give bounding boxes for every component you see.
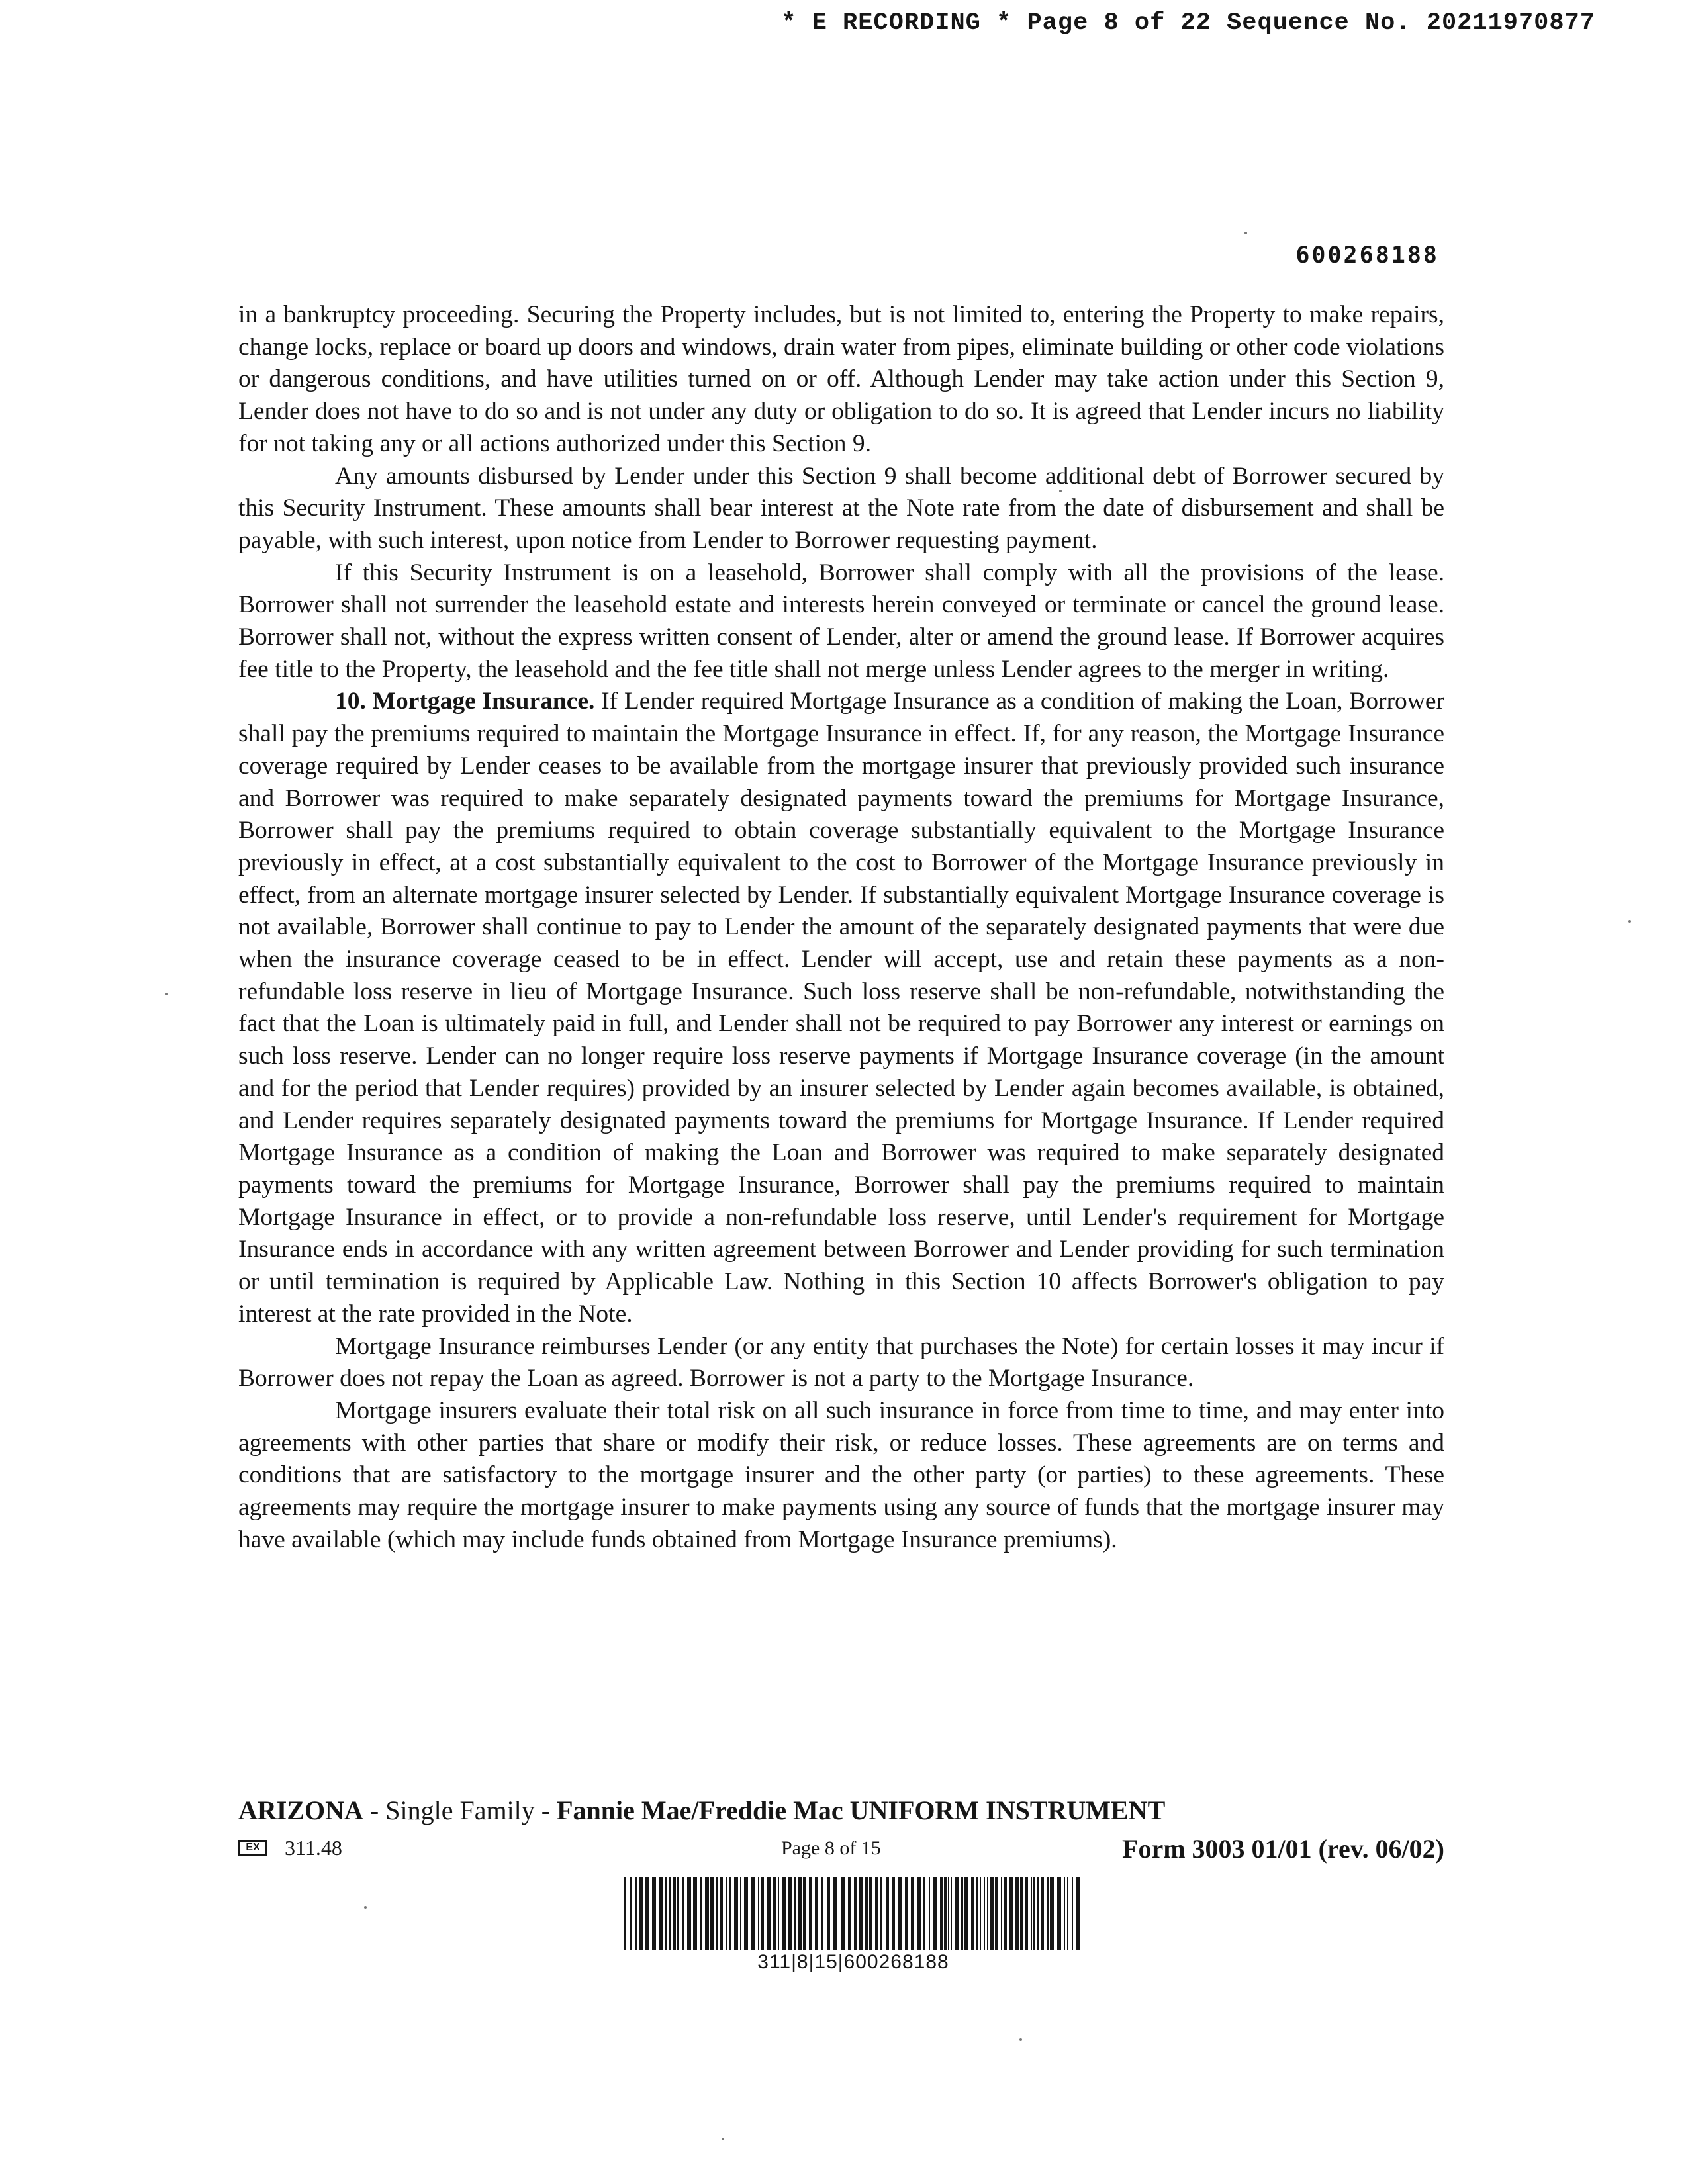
page-number: Page 8 of 15 — [781, 1837, 881, 1859]
barcode-bar — [995, 1877, 998, 1950]
scan-speck — [1059, 490, 1062, 492]
barcode-bar — [734, 1877, 738, 1950]
barcode-bar — [929, 1877, 930, 1950]
paragraph-securing-property: in a bankruptcy proceeding. Securing the Property includes, but is not limited to, entering the Property to make repairs, change locks, replace or board up doors and windows, drain water from pipes, eliminate building or other code violations or dangerous conditions, and have utilities turned on or off. Although Lender may take action under this Section 9, Lender does not have to do so and is not under any duty or obligation to do so. It is agreed that Lender incurs no liability for not taking any or all actions authorized under this Section 9. — [238, 301, 1444, 457]
barcode-bar — [1072, 1877, 1073, 1950]
paragraph-amounts-disbursed: Any amounts disbursed by Lender under this Section 9 shall become additional debt of Borrower secured by this Security Instrument. These amounts shall bear interest at the Note rate from the date of disbursement and shall be payable, with such interest, upon notice from Lender to Borrower requesting payment. — [238, 462, 1444, 554]
barcode-bar — [761, 1877, 764, 1950]
barcode-bar — [1004, 1877, 1007, 1950]
barcode-bar — [940, 1877, 943, 1950]
barcode-bar — [971, 1877, 974, 1950]
paragraph-insurance-reimburses: Mortgage Insurance reimburses Lender (or any entity that purchases the Note) for certain losses it may incur if Borrower does not repay the Loan as agreed. Borrower is not a party to the Mortgage Insurance. — [238, 1332, 1444, 1392]
scan-speck — [722, 2138, 724, 2140]
loan-number: 600268188 — [1295, 242, 1439, 269]
barcode-bar — [1067, 1877, 1068, 1950]
scan-speck — [1019, 2038, 1022, 2041]
barcode-bar — [1076, 1877, 1080, 1950]
barcode-bar — [798, 1877, 802, 1950]
barcode-bar — [809, 1877, 812, 1950]
barcode-bar — [911, 1877, 914, 1950]
barcode-bar — [1041, 1877, 1044, 1950]
barcode-bar — [693, 1877, 697, 1950]
barcode-bar — [744, 1877, 748, 1950]
footer-title — [238, 1795, 1165, 1826]
barcode-bar — [700, 1877, 702, 1950]
footer-row — [238, 1833, 1444, 1866]
barcode-bar — [794, 1877, 796, 1950]
barcode-bar — [630, 1877, 632, 1950]
barcode-bar — [987, 1877, 988, 1950]
barcode-bar — [740, 1877, 741, 1950]
form-number: Form 3003 01/01 (rev. 06/02) — [1122, 1834, 1444, 1864]
scan-speck — [364, 1906, 367, 1909]
barcode-bar — [905, 1877, 908, 1950]
barcode-bar — [705, 1877, 709, 1950]
barcode-bar — [687, 1877, 691, 1950]
barcode-bar — [669, 1877, 671, 1950]
scan-speck — [165, 993, 168, 995]
barcode-bar — [898, 1877, 902, 1950]
barcode-bar — [848, 1877, 851, 1950]
barcode-bar — [875, 1877, 878, 1950]
barcode-bar — [729, 1877, 731, 1950]
barcode-bar — [827, 1877, 830, 1950]
barcode-bar — [716, 1877, 718, 1950]
barcode-bar — [854, 1877, 857, 1950]
barcode-bar — [1009, 1877, 1013, 1950]
barcode-bar — [892, 1877, 895, 1950]
barcode-bar — [659, 1877, 663, 1950]
footer-instrument: Fannie Mae/Freddie Mac UNIFORM INSTRUMENT — [557, 1796, 1166, 1825]
barcode-bar — [1020, 1877, 1023, 1950]
barcode-bar — [841, 1877, 845, 1950]
scan-speck — [1628, 920, 1631, 923]
barcode-bar — [1037, 1877, 1039, 1950]
footer-state: ARIZONA — [238, 1796, 363, 1825]
ex-logo-icon: EX — [238, 1840, 267, 1856]
section-10-heading: 10. Mortgage Insurance. — [335, 688, 595, 715]
barcode-bar — [677, 1877, 679, 1950]
barcode-bar — [990, 1877, 994, 1950]
barcode-bar — [869, 1877, 872, 1950]
barcode-bar — [980, 1877, 981, 1950]
barcode-bar — [665, 1877, 667, 1950]
barcode-bar — [1050, 1877, 1054, 1950]
barcode-bar — [803, 1877, 806, 1950]
barcode-bar — [859, 1877, 863, 1950]
barcode-bar — [1033, 1877, 1035, 1950]
barcode-bar — [710, 1877, 714, 1950]
section-10-mortgage-insurance — [238, 686, 1444, 1330]
barcode-text: 311|8|15|600268188 — [757, 1951, 949, 1973]
barcode-bar — [917, 1877, 921, 1950]
section-10-text: If Lender required Mortgage Insurance as a condition of making the Loan, Borrower shall pay the premiums required to maintain the Mortgage Insurance in effect. If, for any reason, the Mortgage Insurance coverage required by Lender ceases to be available from the mortgage insurer that previously provided such insurance and Borrower was required to make separately designated payments toward the premiums for Mortgage Insurance, Borrower shall pay the premiums required to obtain coverage substantially equivalent to the Mortgage Insurance previously in effect, at a cost substantially equivalent to the cost to Borrower of the Mortgage Insurance previously in effect, from an alternate mortgage insurer selected by Lender. If substantially equivalent Mortgage Insurance coverage is not available, Borrower shall continue to pay to Lender the amount of the separately designated payments that were due when the insurance coverage ceased to be in effect. Lender will accept, use and retain these payments as a non-refundable loss reserve in lieu of Mortgage Insurance. Such loss reserve shall be non-refundable, notwithstanding the fact that the Loan is ultimately paid in full, and Lender shall not be required to pay Borrower any interest or earnings on such loss reserve. Lender can no longer require loss reserve payments if Mortgage Insurance coverage (in the amount and for the period that Lender requires) provided by an insurer selected by Lender again becomes available, is obtained, and Lender requires separately designated payments toward the premiums for Mortgage Insurance. If Lender required Mortgage Insurance as a condition of making the Loan and Borrower was required to make separately designated payments toward the premiums for Mortgage Insurance, Borrower shall pay the premiums required to maintain Mortgage Insurance in effect, or to provide a non-refundable loss reserve, until Lender's requirement for Mortgage Insurance ends in accordance with any written agreement between Borrower and Lender providing for such termination or until termination is required by Applicable Law. Nothing in this Section 10 affects Borrower's obligation to pay interest at the rate provided in the Note. — [238, 688, 1445, 1328]
barcode-bar — [1031, 1877, 1032, 1950]
barcode-bar — [1025, 1877, 1028, 1950]
paragraph-insurers-evaluate-risk: Mortgage insurers evaluate their total risk on all such insurance in force from time to time, and may enter into agreements with other parties that share or modify their risk, or reduce losses. These agreements are on terms and conditions that are satisfactory to the mortgage insurer and the other party (or parties) to these agreements. These agreements may require the mortgage insurer to make payments using any source of funds that the mortgage insurer may have available (which may include funds obtained from Mortgage Insurance premiums). — [238, 1396, 1444, 1553]
barcode-bar — [944, 1877, 947, 1950]
barcode-bar — [923, 1877, 925, 1950]
barcode-bar — [955, 1877, 959, 1950]
barcode-bar — [767, 1877, 771, 1950]
footer-separator: - Single Family - — [363, 1796, 557, 1825]
barcode-bar — [778, 1877, 779, 1950]
document-body — [238, 299, 1444, 1556]
scan-speck — [1244, 232, 1247, 234]
barcode-bar — [833, 1877, 837, 1950]
barcode-bar — [1057, 1877, 1061, 1950]
barcode-bar — [961, 1877, 963, 1950]
barcode-bar — [1064, 1877, 1065, 1950]
barcode-bar — [782, 1877, 786, 1950]
barcode-bar — [964, 1877, 968, 1950]
barcode-bar — [1047, 1877, 1049, 1950]
barcode-bar — [933, 1877, 937, 1950]
barcode-bar — [951, 1877, 952, 1950]
barcode-bar — [751, 1877, 755, 1950]
barcode-bar — [726, 1877, 727, 1950]
doc-code: 311.48 — [285, 1836, 342, 1860]
barcode-bar — [865, 1877, 868, 1950]
barcode-bar — [635, 1877, 637, 1950]
barcode-bar — [720, 1877, 723, 1950]
barcode-bar — [1001, 1877, 1002, 1950]
recording-header: * E RECORDING * Page 8 of 22 Sequence No. 20211970877 — [781, 9, 1595, 37]
barcode-bar — [673, 1877, 676, 1950]
barcode-bar — [652, 1877, 656, 1950]
paragraph-leasehold: If this Security Instrument is on a leasehold, Borrower shall comply with all the provisions of the lease. Borrower shall not surrender the leasehold estate and interests herein conveyed or terminate or cancel the ground lease. Borrower shall not, without the express written consent of Lender, alter or amend the ground lease. If Borrower acquires fee title to the Property, the leasehold and the fee title shall not merge unless Lender agrees to the merger in writing. — [238, 559, 1444, 683]
barcode-bar — [758, 1877, 759, 1950]
barcode-bar — [976, 1877, 978, 1950]
barcode — [621, 1877, 1086, 1950]
barcode-bar — [639, 1877, 643, 1950]
barcode-bar — [886, 1877, 889, 1950]
barcode-bar — [624, 1877, 626, 1950]
barcode-bar — [682, 1877, 684, 1950]
barcode-bar — [645, 1877, 649, 1950]
barcode-bar — [948, 1877, 949, 1950]
barcode-bar — [815, 1877, 818, 1950]
barcode-bar — [821, 1877, 823, 1950]
barcode-bar — [880, 1877, 882, 1950]
barcode-bar — [773, 1877, 776, 1950]
barcode-bar — [1015, 1877, 1019, 1950]
barcode-bar — [788, 1877, 792, 1950]
barcode-bar — [984, 1877, 985, 1950]
